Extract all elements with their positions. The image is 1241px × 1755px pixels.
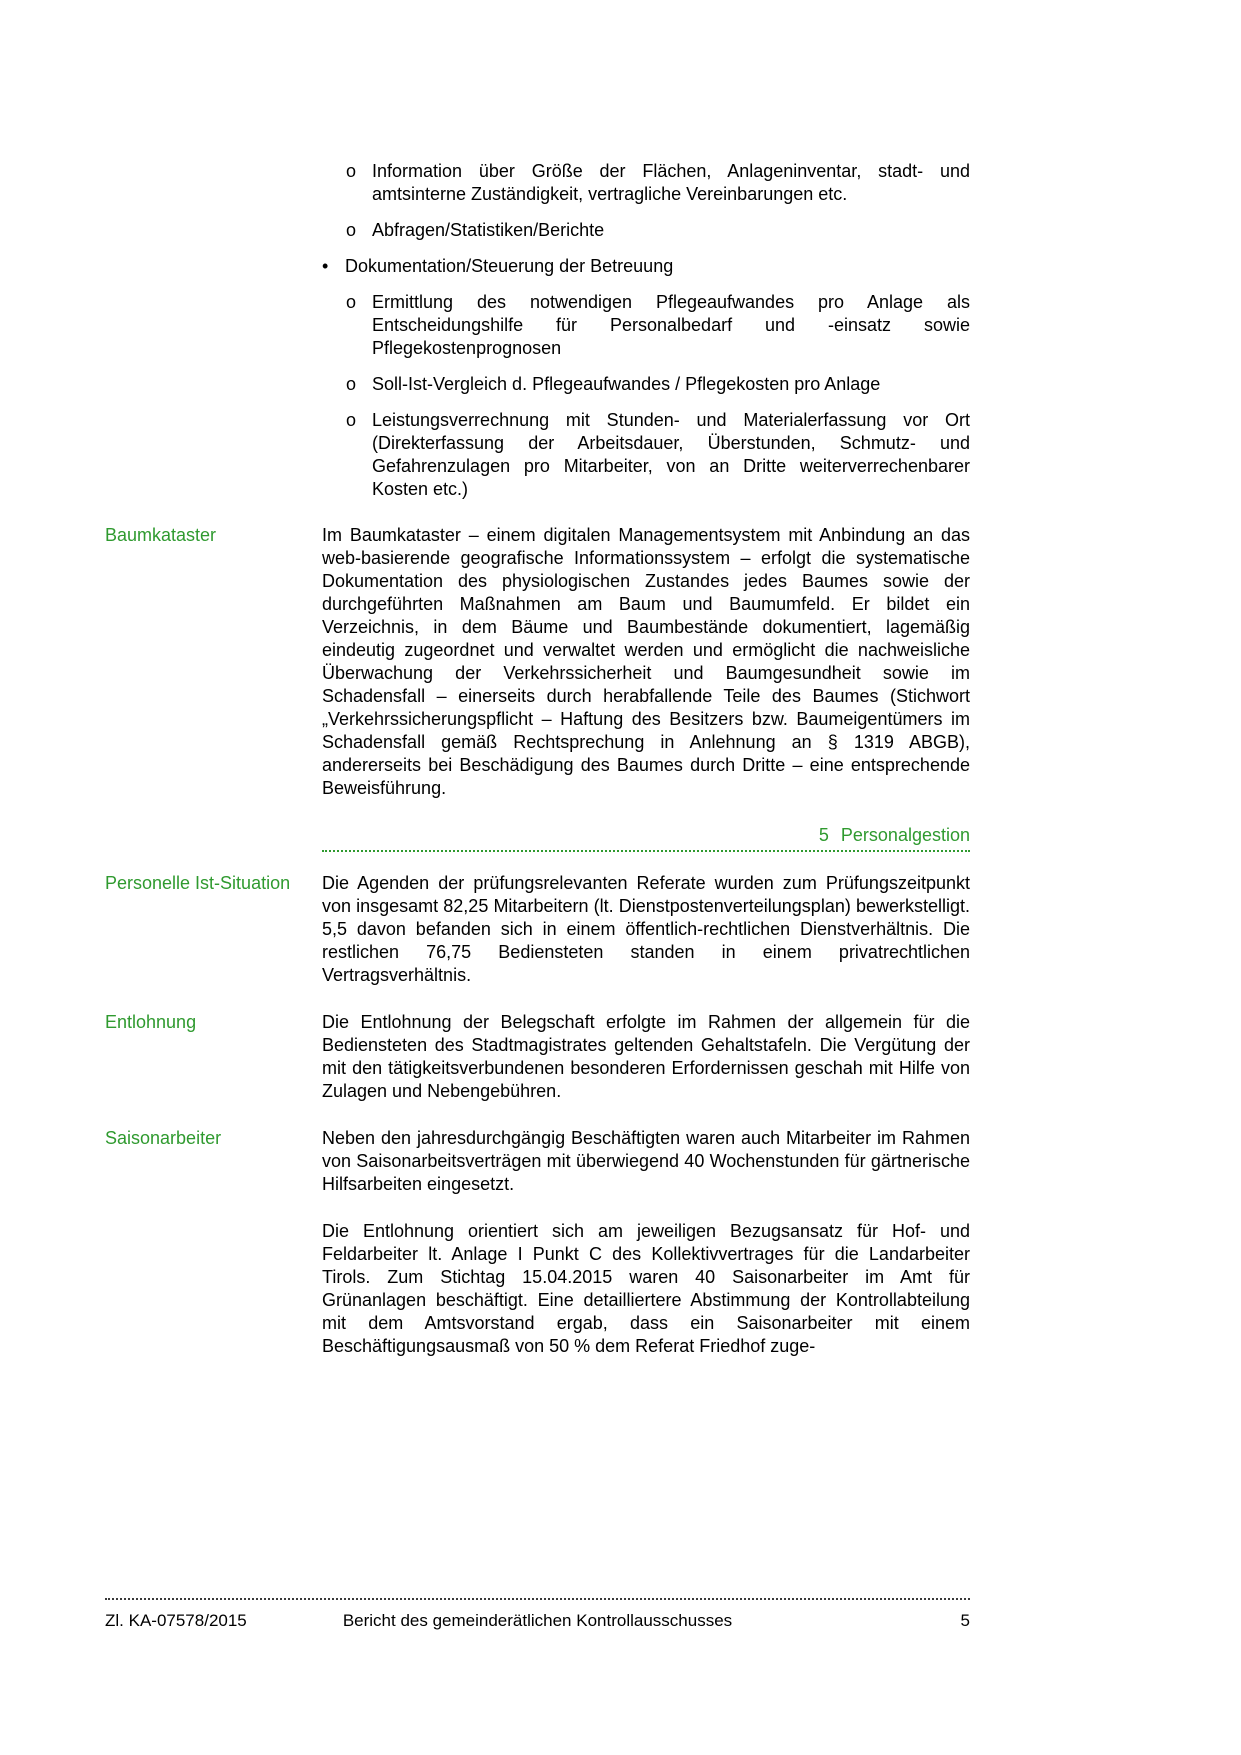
section-personelle-ist-situation — [105, 872, 970, 987]
section-saisonarbeiter-continued — [105, 1220, 970, 1358]
heading-title: Personalgestion — [840, 825, 970, 845]
margin-label: Entlohnung — [105, 1012, 197, 1032]
bullet-list — [322, 160, 970, 501]
bullet-marker: o — [346, 161, 357, 181]
list-item-text: Soll-Ist-Vergleich d. Pflegeaufwandes / Pflegekosten pro Anlage — [372, 374, 881, 394]
footer-document-number: Zl. KA-07578/2015 — [105, 1611, 247, 1630]
bullet-marker: o — [346, 374, 357, 394]
list-item-text: Leistungsverrechnung mit Stunden- und Materialerfassung vor Ort (Direkterfassung der Arbeitsdauer, Überstunden, Schmutz- und Gefahrenzulagen pro Mitarbeiter, von an Dritte weiterverrechenbarer Kosten etc.) — [372, 410, 970, 499]
list-item-text: Ermittlung des notwendigen Pflegeaufwandes pro Anlage als Entscheidungshilfe für Personalbedarf und -einsatz sowie Pflegekostenprognosen — [372, 292, 970, 358]
footer-page-number: 5 — [960, 1611, 970, 1630]
paragraph: Neben den jahresdurchgängig Beschäftigten waren auch Mitarbeiter im Rahmen von Saisonarbeitsverträgen mit überwiegend 40 Wochenstunden für gärtnerische Hilfsarbeiten eingesetzt. — [322, 1128, 970, 1194]
list-item — [322, 373, 970, 396]
list-item — [322, 291, 970, 360]
paragraph: Die Agenden der prüfungsrelevanten Referate wurden zum Prüfungszeitpunkt von insgesamt 82,25 Mitarbeitern (lt. Dienstpostenverteilungsplan) bewerkstelligt. 5,5 davon befanden sich in einem öffentlich-rechtlichen Dienstverhältnis. Die restlichen 76,75 Bediensteten standen in einem privatrechtlichen Vertragsverhältnis. — [322, 873, 970, 985]
list-item-text: Information über Größe der Flächen, Anlageninventar, stadt- und amtsinterne Zuständigkeit, vertragliche Vereinbarungen etc. — [372, 161, 970, 204]
list-item — [322, 160, 970, 206]
heading-number: 5 — [818, 825, 829, 845]
section-heading-row — [322, 824, 970, 852]
section-heading — [322, 824, 970, 852]
margin-label: Saisonarbeiter — [105, 1128, 222, 1148]
margin-label: Personelle Ist-Situation — [105, 873, 291, 893]
section-saisonarbeiter — [105, 1127, 970, 1196]
list-item-text: Abfragen/Statistiken/Berichte — [372, 220, 605, 240]
list-item — [322, 255, 970, 278]
footer-report-title: Bericht des gemeinderätlichen Kontrollausschusses — [342, 1611, 733, 1630]
bullet-marker: o — [346, 220, 357, 240]
section-entlohnung — [105, 1011, 970, 1103]
list-item — [322, 219, 970, 242]
bullet-marker: o — [346, 410, 357, 430]
bullet-marker: o — [346, 292, 357, 312]
margin-label: Baumkataster — [105, 525, 217, 545]
list-item — [322, 409, 970, 501]
paragraph: Im Baumkataster – einem digitalen Managementsystem mit Anbindung an das web-basierende geografische Informationssystem – erfolgt die systematische Dokumentation des physiologischen Zustandes jedes Baumes sowie der durchgeführten Maßnahmen am Baum und Baumumfeld. Er bildet ein Verzeichnis, in dem Bäume und Baumbestände dokumentiert, lagemäßig eindeutig zugeordnet und verwaltet werden und ermöglicht die nachweisliche Überwachung der Verkehrssicherheit und Baumgesundheit sowie im Schadensfall – einerseits durch herabfallende Teile des Baumes (Stichwort „Verkehrssicherungspflicht – Haftung des Besitzers bzw. Baumeigentümers im Schadensfall gemäß Rechtsprechung in Anlehnung an § 1319 ABGB), andererseits bei Beschädigung des Baumes durch Dritte – eine entsprechende Beweisführung. — [322, 525, 970, 798]
margin-label — [105, 1220, 322, 1358]
paragraph: Die Entlohnung der Belegschaft erfolgte im Rahmen der allgemein für die Bediensteten des Stadtmagistrates geltenden Gehaltstafeln. Die Vergütung der mit den tätigkeitsverbundenen besonderen Erfordernissen geschah mit Hilfe von Zulagen und Nebengebühren. — [322, 1012, 970, 1101]
page-footer — [105, 1598, 970, 1632]
bullet-marker: • — [322, 256, 329, 276]
section-baumkataster — [105, 524, 970, 800]
page-content — [105, 160, 970, 1382]
list-item-text: Dokumentation/Steuerung der Betreuung — [345, 256, 674, 276]
paragraph: Die Entlohnung orientiert sich am jeweiligen Bezugsansatz für Hof- und Feldarbeiter lt. Anlage I Punkt C des Kollektivvertrages für die Landarbeiter Tirols. Zum Stichtag 15.04.2015 waren 40 Saisonarbeiter im Amt für Grünanlagen beschäftigt. Eine detailliertere Abstimmung der Kontrollabteilung mit dem Amtsvorstand ergab, dass ein Saisonarbeiter mit einem Beschäftigungsausmaß von 50 % dem Referat Friedhof zuge- — [322, 1221, 970, 1356]
